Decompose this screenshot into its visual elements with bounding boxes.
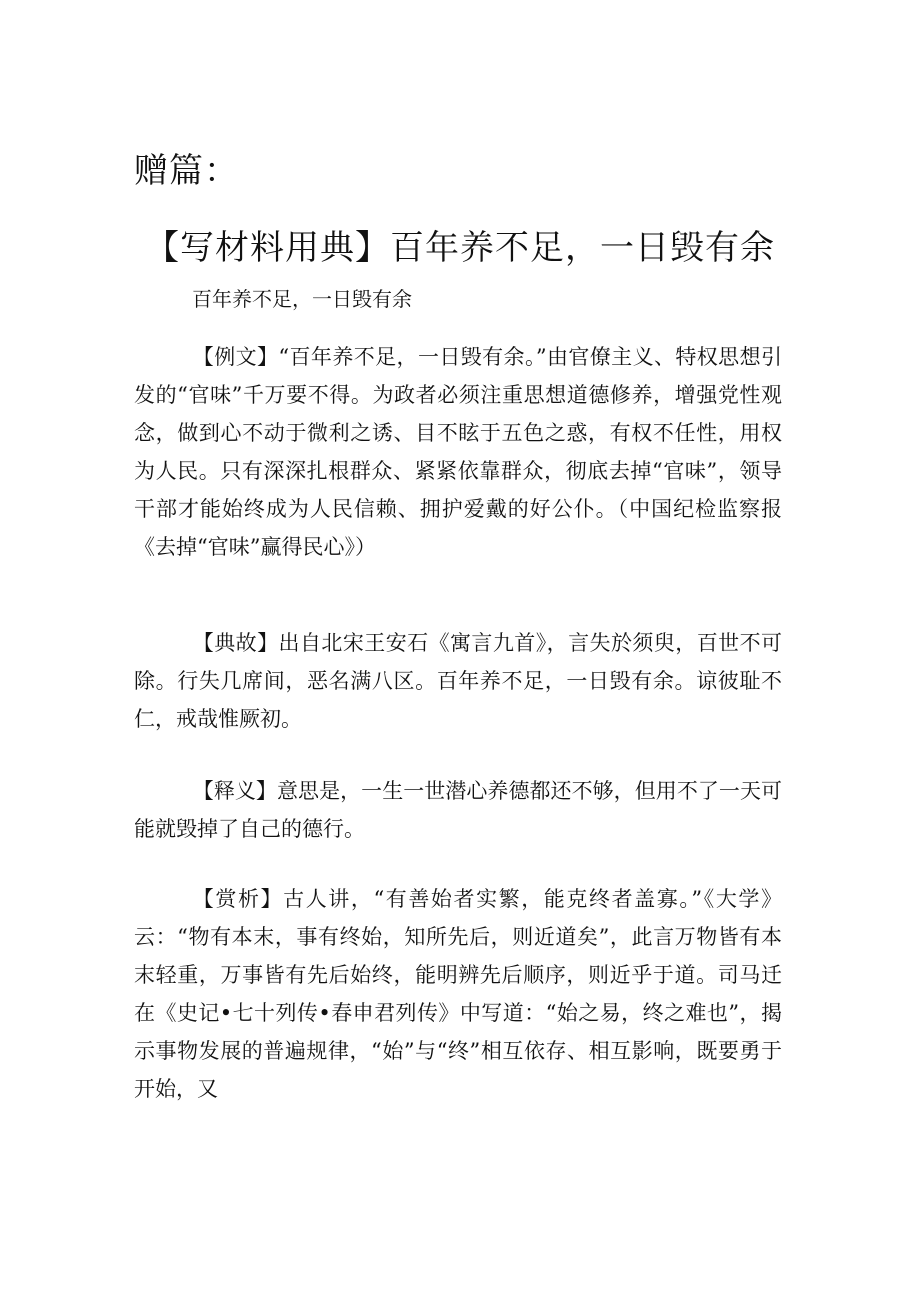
paragraph-source: 【典故】出自北宋王安石《寓言九首》，言失於须臾，百世不可除。行失几席间，恶名满八区。百年养不足，一日毁有余。谅彼耻不仁，戒哉惟厥初。	[134, 631, 782, 731]
paragraph-meaning: 【释义】意思是，一生一世潜心养德都还不够，但用不了一天可能就毁掉了自己的德行。	[134, 779, 782, 841]
paragraph-appreciation: 【赏析】古人讲，“有善始者实繁，能克终者盖寡。”《大学》云：“物有本末，事有终始，知所先后，则近道矣”，此言万物皆有本末轻重，万事皆有先后始终，能明辨先后顺序，则近乎于道。司马迁在《史记•七十列传•春申君列传》中写道：“始之易，终之难也”，揭示事物发展的普遍规律，“始”与“终”相互依存、相互影响，既要勇于开始，又	[134, 887, 782, 1101]
section-heading: 赠篇：	[134, 151, 239, 191]
article-title: 【写材料用典】百年养不足，一日毁有余	[145, 228, 775, 268]
paragraph-example: 【例文】“百年养不足，一日毁有余。”由官僚主义、特权思想引发的“官味”千万要不得。为政者必须注重思想道德修养，增强党性观念，做到心不动于微利之诱、目不眩于五色之惑，有权不任性，用权为人民。只有深深扎根群众、紧紧依靠群众，彻底去掉“官味”，领导干部才能始终成为人民信赖、拥护爱戴的好公仆。（中国纪检监察报《去掉“官味”赢得民心》）	[134, 345, 782, 559]
article-subtitle: 百年养不足，一日毁有余	[192, 287, 412, 311]
